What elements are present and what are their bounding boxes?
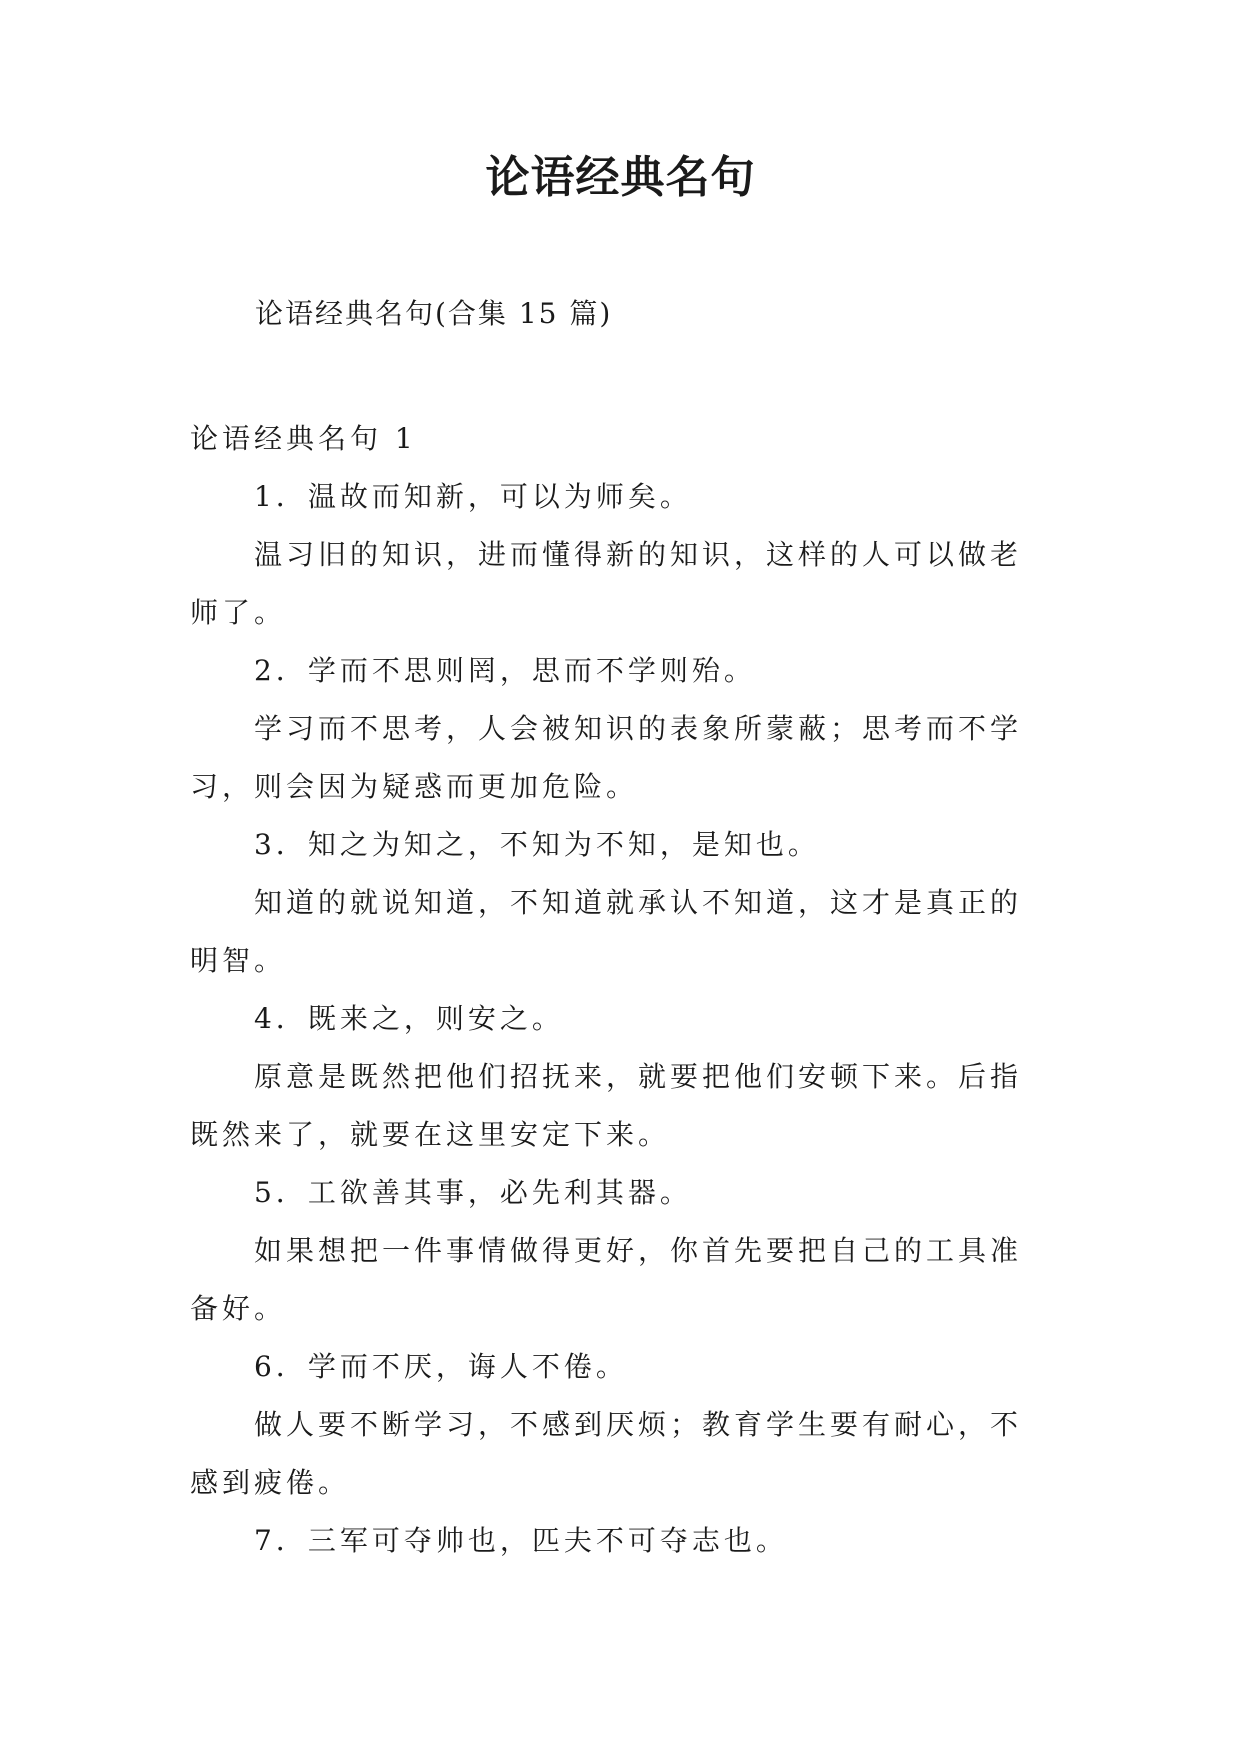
document-body bbox=[190, 410, 1052, 1570]
explanation-2: 学习而不思考，人会被知识的表象所蒙蔽；思考而不学习，则会因为疑惑而更加危险。 bbox=[190, 712, 1023, 803]
section-heading: 论语经典名句 1 bbox=[190, 422, 417, 455]
document-title: 论语经典名句 bbox=[485, 152, 756, 203]
quote-3: 3．知之为知之，不知为不知，是知也。 bbox=[254, 828, 820, 861]
quote-5: 5．工欲善其事，必先利其器。 bbox=[254, 1176, 692, 1209]
quote-7: 7．三军可夺帅也，匹夫不可夺志也。 bbox=[254, 1524, 788, 1557]
explanation-4: 原意是既然把他们招抚来，就要把他们安顿下来。后指既然来了，就要在这里安定下来。 bbox=[190, 1060, 1023, 1151]
explanation-6: 做人要不断学习，不感到厌烦；教育学生要有耐心，不感到疲倦。 bbox=[190, 1408, 1023, 1499]
quote-2: 2．学而不思则罔，思而不学则殆。 bbox=[254, 654, 756, 687]
explanation-1: 温习旧的知识，进而懂得新的知识，这样的人可以做老师了。 bbox=[190, 538, 1023, 629]
quote-4: 4．既来之，则安之。 bbox=[254, 1002, 564, 1035]
document-subtitle: 论语经典名句(合集 15 篇) bbox=[255, 297, 613, 330]
explanation-3: 知道的就说知道，不知道就承认不知道，这才是真正的明智。 bbox=[190, 886, 1023, 977]
explanation-5: 如果想把一件事情做得更好，你首先要把自己的工具准备好。 bbox=[190, 1234, 1023, 1325]
quote-6: 6．学而不厌，诲人不倦。 bbox=[254, 1350, 628, 1383]
quote-1: 1．温故而知新，可以为师矣。 bbox=[254, 480, 692, 513]
